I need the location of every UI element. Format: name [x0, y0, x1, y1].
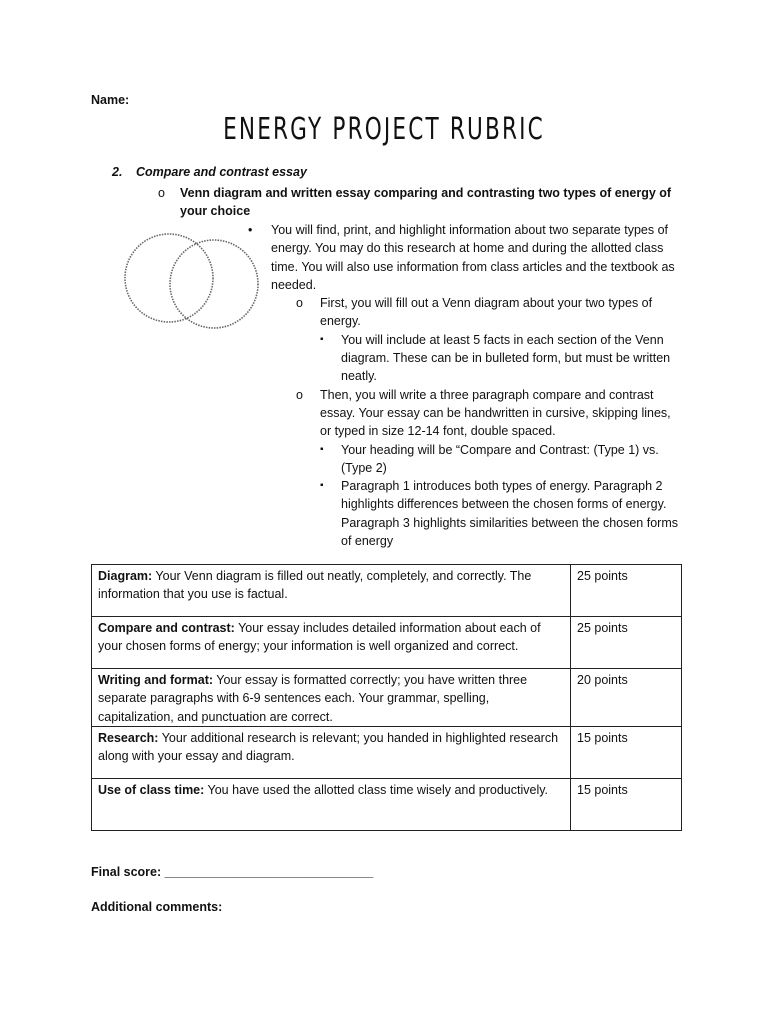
step-essay-text: Then, you will write a three paragraph compare and contrast essay. Your essay can be handwritten in cursive, skipping lines, or typed in size 12-14 font, double spaced. — [320, 387, 671, 439]
circle-bullet-icon: o — [158, 186, 165, 200]
points-cell: 15 points — [571, 726, 682, 778]
step-essay — [296, 386, 678, 551]
criterion-text: Your Venn diagram is filled out neatly, completely, and correctly. The information that you use is factual. — [98, 569, 532, 602]
criterion-cell — [92, 726, 571, 778]
step-essay-paragraphs — [320, 477, 678, 550]
points-cell: 20 points — [571, 669, 682, 727]
criterion-label: Diagram: — [98, 569, 153, 583]
criterion-cell — [92, 617, 571, 669]
research-text: You will find, print, and highlight information about two separate types of energy. You may do this research at home and during the allotted class time. You will also use information from class articles and the textbook as needed. — [271, 223, 675, 292]
section-number: 2. — [112, 165, 123, 179]
table-row — [92, 778, 682, 830]
circle-bullet-icon: o — [296, 387, 303, 402]
criterion-label: Compare and contrast: — [98, 621, 235, 635]
subheading-text: Venn diagram and written essay comparing and contrasting two types of energy of your choice — [180, 186, 672, 219]
criterion-text: Your additional research is relevant; you handed in highlighted research along with your essay and diagram. — [98, 730, 559, 764]
square-bullet-icon: ▪ — [320, 333, 324, 345]
step-essay-heading — [320, 441, 678, 478]
bullet-icon: • — [248, 223, 253, 237]
research-bullet — [248, 221, 678, 294]
table-row — [92, 617, 682, 669]
criterion-label: Writing and format: — [98, 673, 214, 687]
name-label: Name: — [91, 93, 130, 107]
step-essay-paragraphs-text: Paragraph 1 introduces both types of energy. Paragraph 2 highlights differences between the chosen forms of energy. Paragraph 3 highlights similarities between the chosen forms of energy — [341, 479, 678, 549]
criterion-label: Use of class time: — [98, 782, 205, 797]
step-venn-detail-text: You will include at least 5 facts in each section of the Venn diagram. These can be in bulleted form, but must be written neatly. — [341, 332, 671, 384]
criterion-text: Your essay includes detailed information about each of your chosen forms of energy; your information is well organized and correct. — [98, 621, 541, 654]
rubric-table — [91, 564, 682, 831]
criterion-label: Research: — [98, 730, 159, 745]
step-venn-detail — [320, 331, 678, 386]
circle-bullet-icon: o — [296, 296, 303, 311]
instructions — [248, 221, 678, 550]
venn-right-circle — [170, 240, 258, 328]
table-row — [92, 565, 682, 617]
criterion-cell — [92, 778, 571, 830]
square-bullet-icon: ▪ — [320, 480, 324, 492]
criterion-cell — [92, 669, 571, 727]
section-heading — [112, 165, 307, 179]
points-cell: 25 points — [571, 617, 682, 669]
points-cell: 15 points — [571, 778, 682, 830]
step-venn — [296, 294, 678, 385]
table-row — [92, 726, 682, 778]
criterion-text: Your essay is formatted correctly; you have written three separate paragraphs with 6-9 sentences each. Your grammar, spelling, capitalization, and punctuation are correct. — [98, 673, 528, 724]
final-score-label: Final score: ______________________________ — [91, 865, 374, 879]
step-venn-text: First, you will fill out a Venn diagram about your two types of energy. — [320, 296, 653, 329]
section-heading-text: Compare and contrast essay — [136, 165, 307, 179]
page-title: ENERGY PROJECT RUBRIC — [223, 112, 545, 147]
points-cell: 25 points — [571, 565, 682, 617]
square-bullet-icon: ▪ — [320, 443, 324, 455]
section-subheading — [158, 184, 688, 221]
additional-comments-label: Additional comments: — [91, 900, 223, 914]
step-essay-heading-text: Your heading will be “Compare and Contrast: (Type 1) vs. (Type 2) — [341, 442, 659, 475]
venn-left-circle — [125, 234, 213, 322]
criterion-text: You have used the allotted class time wisely and productively. — [204, 782, 549, 797]
criterion-cell — [92, 565, 571, 617]
table-row — [92, 669, 682, 727]
